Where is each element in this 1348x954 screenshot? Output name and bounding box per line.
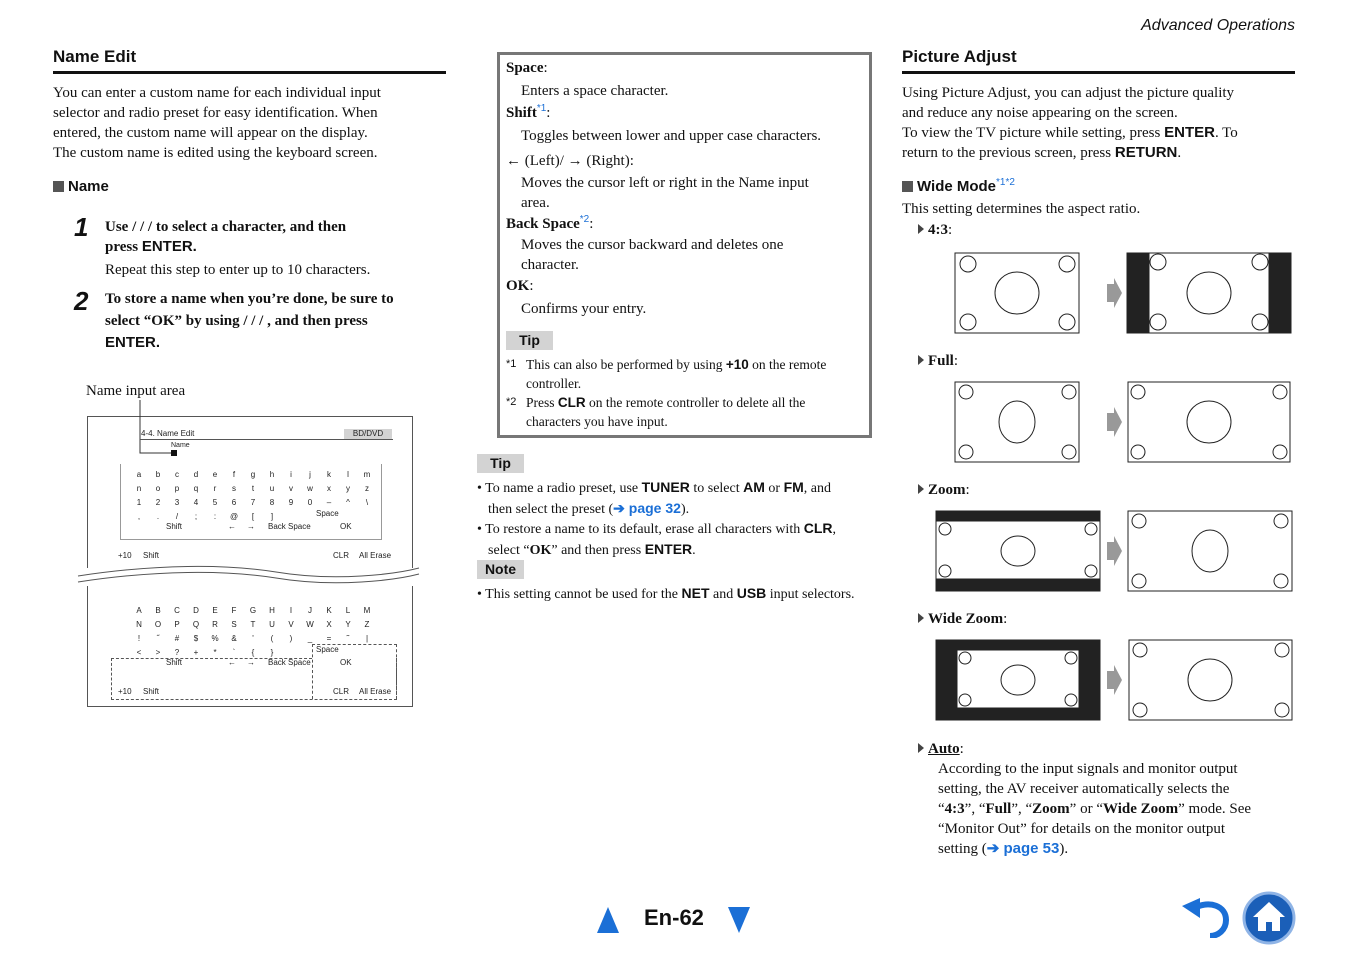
- lower-key[interactable]: 9: [288, 498, 294, 507]
- key-shift-upper[interactable]: Shift: [166, 658, 183, 667]
- lower-key[interactable]: l: [347, 470, 349, 479]
- name-field-label: Name: [171, 442, 190, 449]
- tip2-label-box: Tip: [477, 454, 524, 473]
- tip-label-box: Tip: [506, 331, 553, 350]
- wide-mode-desc: This setting determines the aspect ratio.: [902, 201, 1141, 217]
- key-ok-lower[interactable]: OK: [340, 522, 352, 531]
- lower-key[interactable]: y: [346, 484, 350, 493]
- lower-key[interactable]: 3: [174, 498, 180, 507]
- upper-key[interactable]: R: [212, 620, 218, 629]
- upper-key[interactable]: Y: [345, 620, 351, 629]
- picture-adjust-title: Picture Adjust: [902, 47, 1017, 66]
- page-53-link[interactable]: ➔ page 53: [986, 840, 1060, 857]
- option-43: 4:3:: [918, 220, 952, 240]
- wide-mode-subhead: Wide Mode$^{*1*2}$: [902, 177, 1015, 197]
- upper-key[interactable]: G: [249, 606, 257, 615]
- return-arrow-icon[interactable]: [1180, 896, 1230, 938]
- upper-key[interactable]: N: [136, 620, 142, 629]
- lower-key[interactable]: n: [136, 484, 142, 493]
- lower-key[interactable]: p: [174, 484, 180, 493]
- lower-key[interactable]: s: [232, 484, 236, 493]
- lower-key[interactable]: d: [193, 470, 199, 479]
- key-space-upper[interactable]: Space: [316, 645, 339, 654]
- upper-key[interactable]: (: [270, 634, 274, 643]
- lower-key[interactable]: g: [250, 470, 256, 479]
- step-1-text: Use / / / to select a character, and then press ENTER.: [105, 219, 347, 255]
- upper-key[interactable]: C: [174, 606, 180, 615]
- lower-key[interactable]: –: [326, 498, 332, 507]
- key-shift-lower[interactable]: Shift: [166, 522, 183, 531]
- upper-key[interactable]: ˝: [156, 634, 160, 643]
- upper-key[interactable]: B: [155, 606, 161, 615]
- step-1-number: 1: [74, 212, 89, 242]
- upper-key[interactable]: M: [363, 606, 371, 615]
- triangle-bullet-icon: [918, 484, 924, 494]
- triangle-bullet-icon: [918, 613, 924, 623]
- option-auto: Auto:: [918, 739, 964, 759]
- picture-title-rule: [902, 71, 1295, 74]
- lower-key[interactable]: ;: [194, 512, 198, 521]
- key-shift2-lower[interactable]: Shift: [143, 551, 160, 560]
- page-32-link[interactable]: ➔ page 32: [613, 499, 681, 516]
- lower-key[interactable]: 8: [269, 498, 275, 507]
- option-zoom: Zoom:: [918, 480, 970, 500]
- upper-key[interactable]: ˜: [346, 634, 350, 643]
- upper-key[interactable]: K: [326, 606, 332, 615]
- upper-key[interactable]: F: [231, 606, 237, 615]
- next-page-down-arrow-icon[interactable]: [727, 905, 751, 935]
- lower-key[interactable]: @: [230, 512, 239, 521]
- key-allerase-upper[interactable]: All Erase: [359, 687, 392, 696]
- upper-key[interactable]: P: [174, 620, 180, 629]
- key-left-upper[interactable]: ←: [228, 658, 236, 667]
- upper-key[interactable]: ': [252, 634, 254, 643]
- upper-key[interactable]: !: [137, 634, 141, 643]
- lower-key[interactable]: 6: [231, 498, 237, 507]
- key-ok-upper[interactable]: OK: [340, 658, 352, 667]
- square-bullet-icon: [53, 181, 64, 192]
- upper-key[interactable]: $: [193, 634, 199, 643]
- lower-key[interactable]: j: [309, 470, 311, 479]
- square-bullet-icon: [902, 181, 913, 192]
- lower-key[interactable]: m: [363, 470, 371, 479]
- option-full: Full:: [918, 351, 958, 371]
- lower-key[interactable]: f: [232, 470, 236, 479]
- lower-key[interactable]: 5: [212, 498, 218, 507]
- step-2-number: 2: [74, 286, 89, 316]
- diagram-43: [954, 252, 1294, 336]
- key-plus10-upper[interactable]: +10: [118, 687, 132, 696]
- lower-key[interactable]: /: [175, 512, 179, 521]
- upper-key[interactable]: `: [232, 648, 236, 657]
- step-2-text: To store a name when you’re done, be sure to select “OK” by using / / / , and then press ENTER.: [105, 291, 394, 351]
- lower-key[interactable]: v: [289, 484, 293, 493]
- lower-key[interactable]: w: [307, 484, 313, 493]
- upper-key[interactable]: W: [306, 620, 314, 629]
- lower-key[interactable]: x: [327, 484, 331, 493]
- lower-key[interactable]: [: [251, 512, 255, 521]
- upper-key[interactable]: A: [136, 606, 142, 615]
- lower-key[interactable]: h: [269, 470, 275, 479]
- lower-key[interactable]: r: [213, 484, 217, 493]
- upper-key[interactable]: %: [211, 634, 219, 643]
- footnotes: *1 This can also be performed by using +10 on the remote controller. *2 Press CLR on the remote controller to delete all the characters you have input.: [506, 357, 827, 429]
- key-clr-upper[interactable]: CLR: [333, 687, 350, 696]
- page-number: En-62: [644, 905, 704, 930]
- upper-key[interactable]: E: [212, 606, 218, 615]
- upper-key[interactable]: <: [136, 648, 142, 657]
- lower-key[interactable]: ,: [137, 512, 141, 521]
- lower-key[interactable]: z: [365, 484, 369, 493]
- diagram-wide-zoom: [935, 639, 1295, 723]
- key-right-lower[interactable]: →: [247, 522, 255, 531]
- screen-title: 4-4. Name Edit: [141, 429, 195, 438]
- upper-key[interactable]: I: [289, 606, 293, 615]
- upper-key[interactable]: J: [308, 606, 312, 615]
- tip2-bullets: • To name a radio preset, use TUNER to select AM or FM, and then select the preset (➔ page 32). • To restore a name to its default, erase all characters with CLR, select “OK” and then press ENTER.: [477, 479, 836, 558]
- prev-page-up-arrow-icon[interactable]: [596, 905, 620, 935]
- keys-description: Space: Enters a space character. Shift$^{*1}$: Toggles between lower and upper case characters. ← (Left)/ → (Right): Moves the cursor left or right in the Name input area. Back Space$^{*2}$: Moves the cursor backward and deletes one character. OK: Confirms your entry.: [506, 60, 822, 317]
- title-rule: [53, 71, 446, 74]
- lower-key[interactable]: a: [136, 470, 142, 479]
- key-allerase-lower[interactable]: All Erase: [359, 551, 392, 560]
- figure-label: Name input area: [86, 383, 186, 399]
- home-icon[interactable]: [1242, 891, 1296, 945]
- lower-key[interactable]: 4: [193, 498, 199, 507]
- upper-key[interactable]: #: [174, 634, 180, 643]
- lower-key[interactable]: ^: [346, 498, 350, 507]
- lower-key[interactable]: 1: [136, 498, 142, 507]
- upper-key[interactable]: +: [193, 648, 199, 657]
- upper-key[interactable]: V: [288, 620, 294, 629]
- screen-title-line: [140, 439, 393, 440]
- note-bullets: • This setting cannot be used for the NET and USB input selectors.: [477, 585, 855, 602]
- lower-key[interactable]: \: [365, 498, 369, 507]
- upper-key[interactable]: H: [269, 606, 275, 615]
- upper-key[interactable]: |: [365, 634, 369, 643]
- section-header: Advanced Operations: [1141, 17, 1295, 34]
- lower-key[interactable]: k: [327, 470, 331, 479]
- upper-key[interactable]: ): [289, 634, 293, 643]
- auto-desc: According to the input signals and monitor output setting, the AV receiver automatically selects the “4:3”, “Full”, “Zoom” or “Wide Zoom” mode. See “Monitor Out” for details on the monitor output setting (➔ page 53).: [938, 761, 1252, 857]
- lower-key[interactable]: i: [290, 470, 292, 479]
- lower-key[interactable]: o: [155, 484, 161, 493]
- upper-key[interactable]: U: [269, 620, 275, 629]
- diagram-zoom: [935, 510, 1295, 594]
- upper-key[interactable]: S: [231, 620, 237, 629]
- lower-key[interactable]: ]: [270, 512, 274, 521]
- lower-key[interactable]: c: [175, 470, 179, 479]
- upper-key[interactable]: }: [270, 648, 274, 657]
- upper-key[interactable]: D: [193, 606, 199, 615]
- name-subhead: Name: [53, 177, 109, 197]
- key-left-lower[interactable]: ←: [228, 522, 236, 531]
- upper-key[interactable]: ?: [174, 648, 180, 657]
- upper-key[interactable]: Q: [192, 620, 200, 629]
- diagram-full: [954, 381, 1294, 465]
- upper-key[interactable]: {: [251, 648, 255, 657]
- key-backspace-upper[interactable]: Back Space: [268, 658, 311, 667]
- option-wide-zoom: Wide Zoom:: [918, 609, 1007, 629]
- lower-key[interactable]: 2: [155, 498, 161, 507]
- triangle-bullet-icon: [918, 743, 924, 753]
- break-wave: [76, 560, 421, 590]
- key-right-upper[interactable]: →: [247, 658, 255, 667]
- triangle-bullet-icon: [918, 224, 924, 234]
- name-edit-intro: You can enter a custom name for each individual input selector and radio preset for easy identification. When entered, the custom name will appear on the display. The custom name is edited using the keyboard screen.: [53, 85, 381, 161]
- lower-key[interactable]: t: [251, 484, 255, 493]
- lower-key[interactable]: 0: [307, 498, 313, 507]
- upper-key[interactable]: *: [213, 648, 217, 657]
- lower-key[interactable]: :: [213, 512, 217, 521]
- upper-key[interactable]: X: [326, 620, 332, 629]
- upper-key[interactable]: >: [155, 648, 161, 657]
- key-plus10-lower[interactable]: +10: [118, 551, 132, 560]
- upper-key[interactable]: O: [154, 620, 162, 629]
- screen-badge: BD/DVD: [344, 429, 392, 439]
- lower-key[interactable]: 7: [250, 498, 256, 507]
- key-clr-lower[interactable]: CLR: [333, 551, 350, 560]
- triangle-bullet-icon: [918, 355, 924, 365]
- lower-key[interactable]: e: [212, 470, 218, 479]
- picture-adjust-intro: Using Picture Adjust, you can adjust the picture quality and reduce any noise appearing on the screen. To view the TV picture while setting, press ENTER. To return to the previous screen, press RETURN.: [902, 85, 1238, 161]
- step-1-note: Repeat this step to enter up to 10 characters.: [105, 262, 371, 278]
- upper-key[interactable]: =: [326, 634, 332, 643]
- note-label-box: Note: [477, 560, 524, 579]
- lower-key[interactable]: q: [193, 484, 199, 493]
- lower-key[interactable]: u: [269, 484, 275, 493]
- upper-key[interactable]: _: [307, 634, 313, 643]
- upper-key[interactable]: &: [231, 634, 237, 643]
- lower-key[interactable]: .: [156, 512, 160, 521]
- key-space-lower[interactable]: Space: [316, 509, 339, 518]
- key-shift2-upper[interactable]: Shift: [143, 687, 160, 696]
- lower-key[interactable]: b: [155, 470, 161, 479]
- upper-key[interactable]: T: [250, 620, 256, 629]
- key-backspace-lower[interactable]: Back Space: [268, 522, 311, 531]
- upper-key[interactable]: Z: [364, 620, 370, 629]
- upper-key[interactable]: L: [345, 606, 351, 615]
- name-edit-title: Name Edit: [53, 47, 137, 66]
